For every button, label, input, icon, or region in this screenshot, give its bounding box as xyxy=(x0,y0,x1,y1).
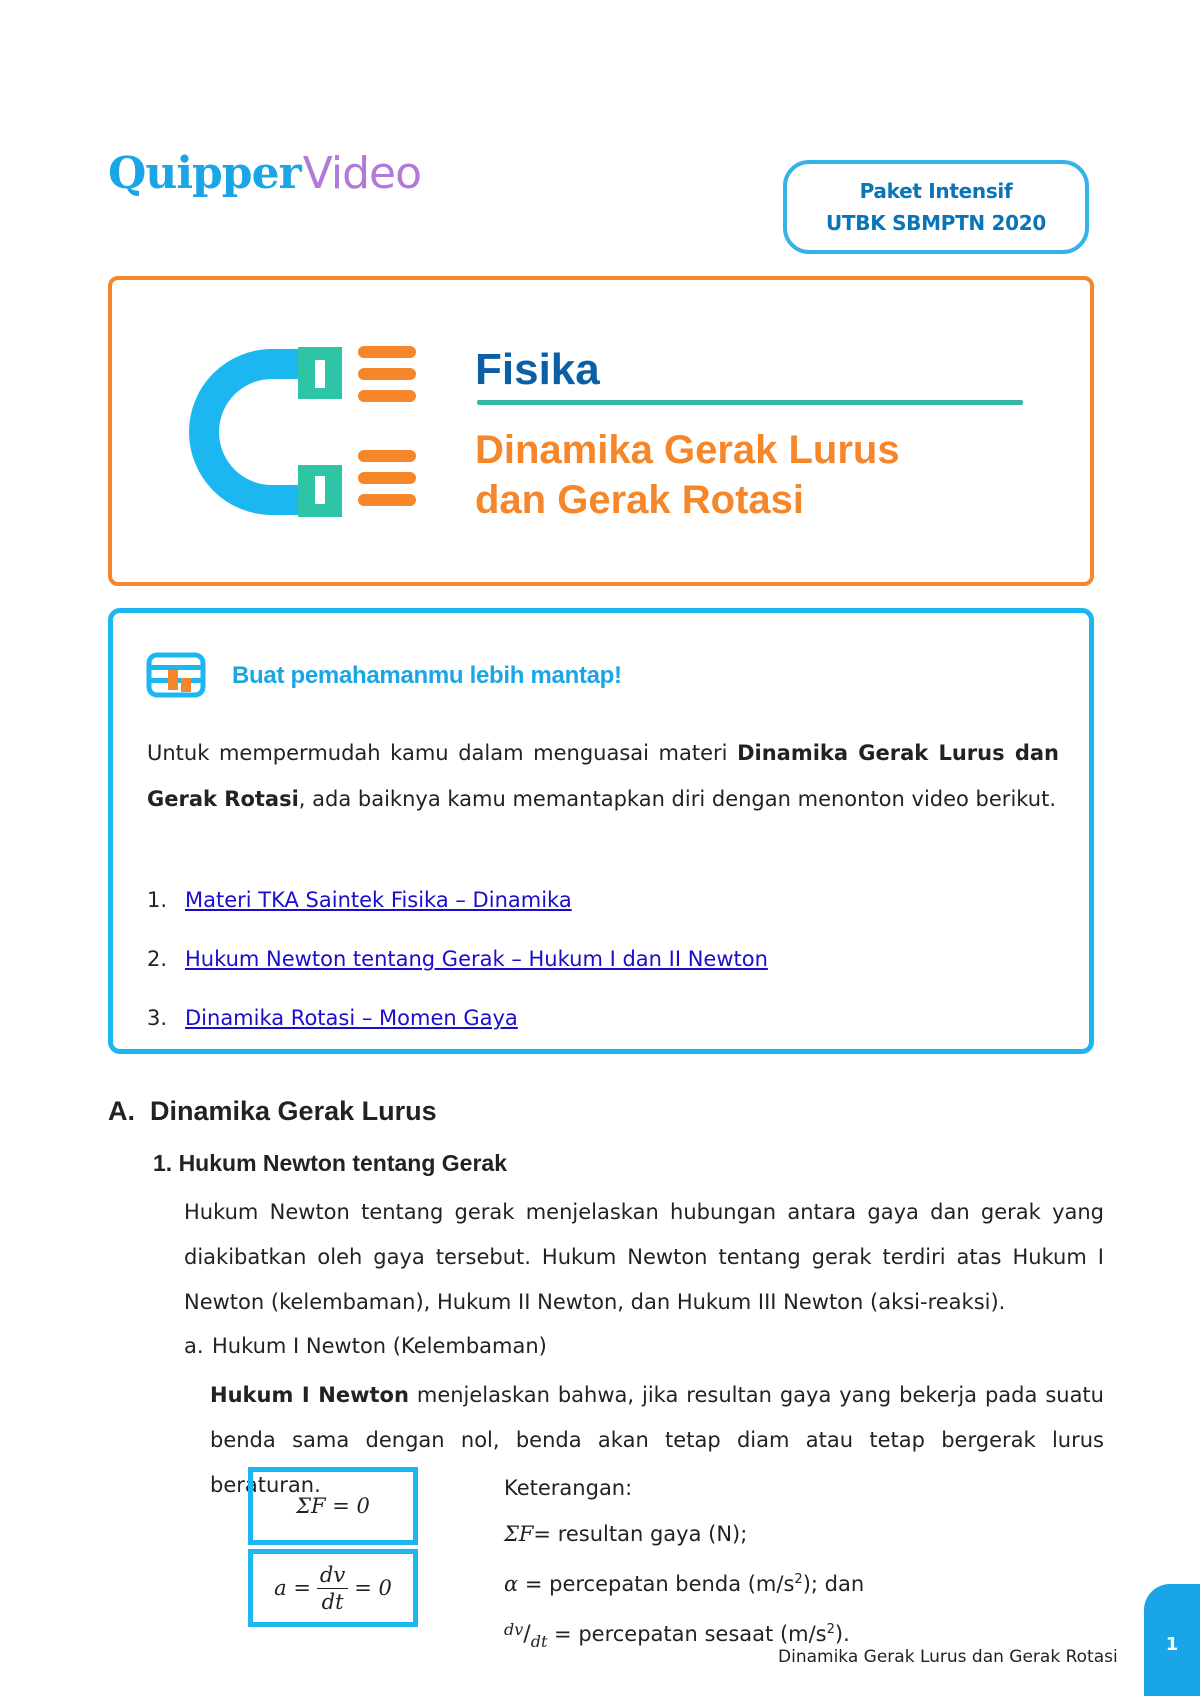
item-text: menjelaskan bahwa, jika resultan gaya yang bekerja pada suatu benda sama dengan nol, benda akan tetap diam atau tetap bergerak lurus beraturan. xyxy=(210,1383,1104,1497)
item-title: Hukum I Newton (Kelembaman) xyxy=(212,1334,547,1358)
info-text-after: , ada baiknya kamu memantapkan diri dengan menonton video berikut. xyxy=(298,787,1057,811)
topic-line1: Dinamika Gerak Lurus xyxy=(475,428,900,472)
info-text-before: Untuk mempermudah kamu dalam menguasai materi xyxy=(147,741,738,765)
info-heading: Buat pemahamanmu lebih mantap! xyxy=(232,662,622,689)
keterangan-line2-text: = percepatan benda (m/s xyxy=(518,1572,795,1596)
info-text-bold: Dinamika Gerak Lurus dan Gerak Rotasi xyxy=(147,741,1059,811)
keterangan-line3-tail: ). xyxy=(834,1622,850,1646)
list-number: 3. xyxy=(147,1006,168,1030)
formula-numerator: dv xyxy=(317,1562,348,1589)
title-divider xyxy=(477,400,1023,405)
formula-fraction xyxy=(317,1562,348,1615)
topic-title xyxy=(475,425,900,525)
magnet-icon xyxy=(186,344,422,520)
package-badge xyxy=(783,160,1089,254)
formula-box-acceleration xyxy=(248,1549,418,1627)
video-link-hukum-newton[interactable]: Hukum Newton tentang Gerak – Hukum I dan II Newton xyxy=(185,947,768,971)
list-item xyxy=(147,937,1047,996)
fraction-slash: / xyxy=(523,1622,531,1647)
section-letter: A. xyxy=(108,1096,135,1126)
keterangan-block xyxy=(504,1465,864,1665)
symbol-dv: dv xyxy=(504,1620,524,1639)
quipper-video-logo xyxy=(108,148,422,199)
symbol-sum-force: ΣF xyxy=(504,1522,534,1546)
list-item xyxy=(147,878,1047,937)
formula-sum-force: ΣF = 0 xyxy=(296,1494,370,1518)
keterangan-title: Keterangan: xyxy=(504,1476,633,1500)
logo-brand: Quipper xyxy=(108,148,301,199)
keterangan-line2-tail: ); dan xyxy=(802,1572,865,1596)
list-number: 2. xyxy=(147,947,168,971)
info-paragraph xyxy=(147,730,1059,822)
formula-a-right: = 0 xyxy=(354,1576,392,1600)
subject-title: Fisika xyxy=(475,345,600,394)
keterangan-line2 xyxy=(504,1557,864,1607)
symbol-dt: dt xyxy=(530,1632,548,1651)
item-letter: a. xyxy=(184,1334,204,1358)
subsection-heading: 1. Hukum Newton tentang Gerak xyxy=(153,1150,508,1176)
exponent: 2 xyxy=(794,1572,803,1587)
formula-box-sum-force xyxy=(248,1467,418,1545)
page-number: 1 xyxy=(1144,1584,1200,1696)
item-heading xyxy=(184,1328,547,1364)
list-item xyxy=(147,996,1047,1055)
keterangan-line1 xyxy=(504,1511,864,1557)
keterangan-line3-text: = percepatan sesaat (m/s xyxy=(547,1622,827,1646)
exponent: 2 xyxy=(826,1622,835,1637)
footer-title: Dinamika Gerak Lurus dan Gerak Rotasi xyxy=(778,1647,1118,1667)
item-bold: Hukum I Newton xyxy=(210,1383,409,1407)
section-heading xyxy=(108,1096,437,1127)
video-book-icon xyxy=(146,652,208,698)
symbol-alpha: α xyxy=(504,1572,519,1596)
section-title: Dinamika Gerak Lurus xyxy=(150,1096,437,1126)
logo-product: Video xyxy=(302,148,422,199)
formula-denominator: dt xyxy=(321,1589,344,1614)
package-line2: UTBK SBMPTN 2020 xyxy=(825,211,1046,235)
topic-line2: dan Gerak Rotasi xyxy=(475,478,805,522)
video-link-dinamika-rotasi[interactable]: Dinamika Rotasi – Momen Gaya xyxy=(185,1006,518,1030)
section-paragraph: Hukum Newton tentang gerak menjelaskan hubungan antara gaya dan gerak yang diakibatkan oleh gaya tersebut. Hukum Newton tentang gerak terdiri atas Hukum I Newton (kelembaman), Hukum II Newton, dan Hukum III Newton (aksi-reaksi). xyxy=(184,1200,1104,1314)
package-line1: Paket Intensif xyxy=(859,179,1013,203)
list-number: 1. xyxy=(147,888,168,912)
formula-a-left: a = xyxy=(274,1576,311,1600)
video-link-dinamika[interactable]: Materi TKA Saintek Fisika – Dinamika xyxy=(185,888,572,912)
video-link-list xyxy=(147,878,1047,1055)
keterangan-line1-text: = resultan gaya (N); xyxy=(533,1522,748,1546)
